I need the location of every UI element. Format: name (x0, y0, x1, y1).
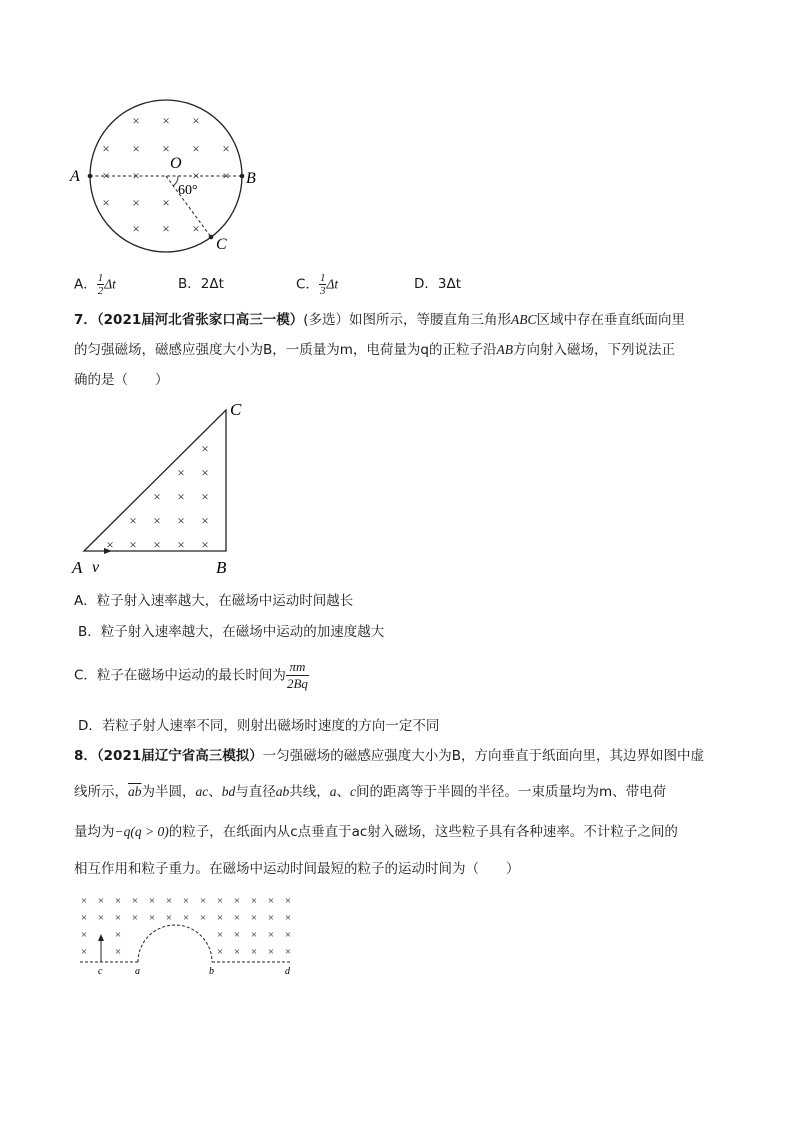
q7-line-1 (74, 310, 685, 330)
field-mark-23: × (250, 912, 258, 924)
q7-option-a: A．粒子射入速率越大，在磁场中运动时间越长 (74, 593, 354, 609)
field-mark-22: × (233, 912, 241, 924)
q6-c-numerator: 1 (319, 272, 326, 284)
q6-option-a-tail: Δt (104, 276, 116, 292)
q6-c-denominator: 3 (319, 285, 326, 297)
q7-number: 7． (74, 312, 97, 328)
field-mark-8: × (102, 168, 110, 183)
field-mark-12: × (102, 195, 110, 210)
q8-c: c (350, 784, 356, 799)
field-mark-16: × (162, 221, 170, 236)
q7-option-c-text: C．粒子在磁场中运动的最长时间为 (74, 667, 286, 684)
field-mark-34: × (114, 946, 122, 958)
field-mark-12: × (153, 537, 161, 552)
field-mark-37: × (250, 946, 258, 958)
q8-charge: −q(q > 0) (114, 824, 169, 839)
q8-ab: ab (275, 784, 290, 799)
point-c-dot (209, 235, 214, 240)
q6-a-denominator: 2 (97, 285, 104, 297)
label-angle: 60° (178, 183, 198, 198)
boundary-semicircle (138, 925, 212, 962)
field-mark-11: × (129, 537, 137, 552)
field-mark-6: × (192, 141, 200, 156)
q7-option-c-fraction (286, 659, 309, 692)
q8-number: 8． (74, 748, 97, 764)
field-mark-13: × (177, 537, 185, 552)
field-mark-3: × (131, 895, 139, 907)
field-mark-2: × (114, 895, 122, 907)
field-mark-14: × (201, 537, 209, 552)
field-mark-7: × (199, 895, 207, 907)
field-mark-20: × (199, 912, 207, 924)
field-mark-0: × (132, 113, 140, 128)
field-mark-7: × (153, 513, 161, 528)
field-mark-10: × (250, 895, 258, 907)
field-mark-39: × (284, 946, 292, 958)
q8-line2-text-d: 共线， (289, 784, 330, 800)
field-mark-0: × (80, 895, 88, 907)
q7-abc: ABC (511, 312, 537, 327)
q8-line2-text-e: 间的距离等于半圆的半径。一束质量均为m、带电荷 (356, 784, 667, 800)
field-mark-7: × (222, 141, 230, 156)
circle-field-figure (62, 96, 272, 266)
field-mark-36: × (233, 946, 241, 958)
label-b: B (216, 558, 227, 577)
q6-option-d: D．3Δt (414, 276, 462, 292)
field-marks (102, 113, 229, 236)
q8-field-marks (81, 895, 291, 958)
field-mark-12: × (284, 895, 292, 907)
q7-line2-text-a: 的匀强磁场，磁感应强度大小为B，一质量为m，电荷量为q的正粒子沿 (74, 342, 497, 358)
field-mark-38: × (267, 946, 275, 958)
field-mark-24: × (267, 912, 275, 924)
q8-bd: bd (221, 784, 236, 799)
field-mark-9: × (132, 168, 140, 183)
q7-line2-text-b: 方向射入磁场，下列说法正 (512, 342, 675, 358)
field-mark-21: × (216, 912, 224, 924)
q7-line1-text-b: 区域中存在垂直纸面向里 (536, 312, 686, 328)
field-mark-8: × (177, 513, 185, 528)
field-mark-19: × (182, 912, 190, 924)
q8-line3-text-b: 的粒子，在纸面内从c点垂直于ac射入磁场，这些粒子具有各种速率。不计粒子之间的 (168, 824, 678, 840)
label-c: c (98, 966, 103, 977)
field-mark-1: × (162, 113, 170, 128)
field-mark-16: × (131, 912, 139, 924)
q8-source: （2021届辽宁省高三模拟） (96, 748, 263, 764)
field-mark-25: × (284, 912, 292, 924)
q8-line-1 (74, 746, 704, 766)
q8-line2-text-a: 线所示， (74, 784, 128, 800)
field-mark-8: × (216, 895, 224, 907)
point-a-dot (88, 174, 93, 179)
q6-a-numerator: 1 (97, 272, 104, 284)
q7-option-b: B．粒子射入速率越大，在磁场中运动的加速度越大 (78, 624, 385, 640)
q7-c-numerator: πm (286, 659, 309, 676)
field-mark-4: × (177, 489, 185, 504)
entry-arrowhead (98, 934, 104, 941)
field-mark-17: × (148, 912, 156, 924)
field-mark-31: × (267, 929, 275, 941)
field-mark-9: × (201, 513, 209, 528)
q8-line-2 (74, 782, 666, 802)
field-mark-11: × (267, 895, 275, 907)
label-c: C (216, 236, 227, 253)
field-mark-17: × (192, 221, 200, 236)
semicircle-field-figure (72, 892, 302, 982)
q6-option-a (74, 272, 116, 297)
label-b: B (246, 170, 256, 187)
q7-c-denominator: 2Bq (286, 676, 308, 691)
field-mark-1: × (177, 465, 185, 480)
field-mark-29: × (233, 929, 241, 941)
q7-ab: AB (496, 342, 513, 357)
field-mark-5: × (165, 895, 173, 907)
field-mark-9: × (233, 895, 241, 907)
q8-sep-2: 、 (336, 784, 350, 800)
field-mark-1: × (97, 895, 105, 907)
q8-line-4: 相互作用和粒子重力。在磁场中运动时间最短的粒子的运动时间为（ ） (74, 861, 520, 877)
label-a: A (72, 558, 83, 577)
field-mark-3: × (102, 141, 110, 156)
field-mark-5: × (162, 141, 170, 156)
q6-option-a-label: A． (74, 276, 97, 293)
field-mark-11: × (222, 168, 230, 183)
q8-line1-text: 一匀强磁场的磁感应强度大小为B，方向垂直于纸面向里，其边界如图中虚 (262, 748, 704, 764)
label-b: b (209, 966, 214, 977)
field-mark-10: × (192, 168, 200, 183)
field-mark-30: × (250, 929, 258, 941)
field-mark-18: × (165, 912, 173, 924)
q7-source: （2021届河北省张家口高三一模） (96, 312, 304, 328)
triangle-field-marks (106, 441, 208, 552)
triangle-field-figure (66, 396, 256, 578)
triangle-abc (84, 410, 226, 551)
field-mark-28: × (216, 929, 224, 941)
field-mark-26: × (80, 929, 88, 941)
field-mark-14: × (97, 912, 105, 924)
q6-option-c (296, 272, 338, 297)
field-mark-13: × (80, 912, 88, 924)
q8-line2-text-c: 与直径 (235, 784, 276, 800)
q8-line-3 (74, 822, 678, 842)
field-mark-4: × (132, 141, 140, 156)
field-mark-27: × (114, 929, 122, 941)
q6-option-c-tail: Δt (326, 276, 339, 292)
q8-ac: ac (195, 784, 209, 799)
label-a: a (135, 966, 140, 977)
field-mark-33: × (80, 946, 88, 958)
q7-option-d: D．若粒子射人速率不同，则射出磁场时速度的方向一定不同 (78, 718, 440, 734)
label-a: A (70, 168, 80, 185)
field-mark-4: × (148, 895, 156, 907)
q6-option-b: B．2Δt (178, 276, 224, 292)
field-mark-2: × (201, 465, 209, 480)
field-mark-10: × (106, 537, 114, 552)
field-mark-15: × (132, 221, 140, 236)
field-mark-3: × (153, 489, 161, 504)
q7-option-c (74, 659, 309, 692)
field-mark-6: × (129, 513, 137, 528)
q8-a: a (329, 784, 337, 799)
field-mark-32: × (284, 929, 292, 941)
field-mark-0: × (201, 441, 209, 456)
q8-sep: 、 (208, 784, 222, 800)
label-v: v (92, 559, 100, 576)
label-d: d (285, 966, 290, 977)
q7-line-2 (74, 340, 675, 360)
field-mark-2: × (192, 113, 200, 128)
label-c: C (230, 400, 242, 419)
label-o: O (170, 155, 182, 172)
field-mark-14: × (162, 195, 170, 210)
field-mark-13: × (132, 195, 140, 210)
q7-line1-text-a: (多选）如图所示，等腰直角三角形 (303, 312, 512, 328)
q8-line2-text-b: 为半圆， (141, 784, 196, 800)
point-b-dot (240, 174, 245, 179)
q7-line-3: 确的是（ ） (74, 372, 169, 388)
q6-option-c-label: C． (296, 276, 319, 293)
field-mark-6: × (182, 895, 190, 907)
field-mark-5: × (201, 489, 209, 504)
field-mark-15: × (114, 912, 122, 924)
q8-line3-text-a: 量均为 (74, 824, 115, 840)
q8-arc-ab: $\overline{ab}$ (128, 784, 142, 799)
field-mark-35: × (216, 946, 224, 958)
